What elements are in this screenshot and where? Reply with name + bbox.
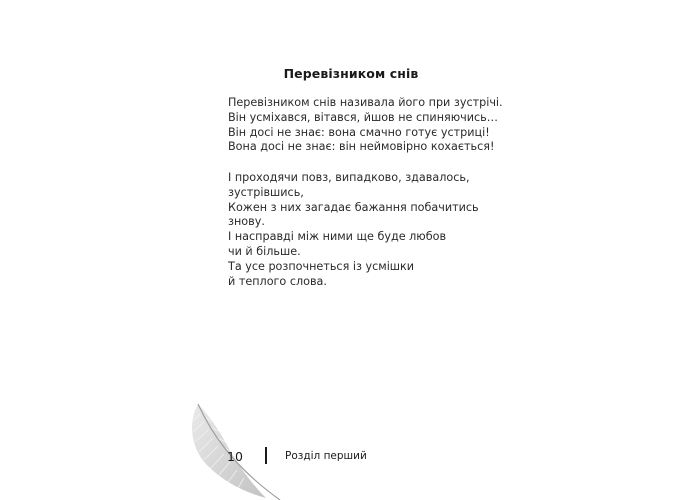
section-label: Розділ перший	[285, 450, 367, 462]
footer-divider	[265, 447, 267, 464]
poem-line: Кожен з них загадає бажання побачитись	[228, 200, 479, 214]
poem-line: Вона досі не знає: він неймовірно кохається!	[228, 140, 495, 154]
poem-stanza-2	[228, 171, 479, 289]
poem-line: Він усміхався, вітався, йшов не спиняючись…	[228, 110, 498, 124]
poem-line: зустрівшись,	[228, 185, 304, 199]
poem-line: й теплого слова.	[228, 274, 327, 288]
poem-line: І насправді між ними ще буде любов	[228, 230, 447, 244]
poem-line: Він досі не знає: вона смачно готує устриці!	[228, 125, 490, 139]
poem-stanza-1	[228, 96, 503, 155]
poem-line: знову.	[228, 215, 265, 229]
poem-line: Перевізником снів називала його при зустрічі.	[228, 96, 503, 109]
poem-line: Та усе розпочнеться із усмішки	[228, 259, 415, 273]
page-number: 10	[227, 449, 243, 464]
poem-line: І проходячи повз, випадково, здавалось,	[228, 171, 470, 184]
poem-title: Перевізником снів	[283, 66, 419, 81]
poem-line: чи й більше.	[228, 244, 301, 258]
